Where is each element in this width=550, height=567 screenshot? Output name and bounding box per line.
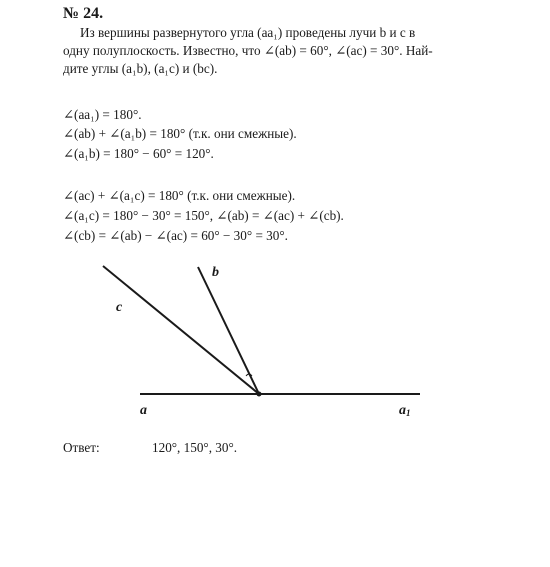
ray-b	[198, 267, 259, 394]
solution-line-5: ∠(a₁c) = 180° − 30° = 150°, ∠(ab) = ∠(ac) + ∠(cb).	[63, 208, 344, 223]
solution-line-2: ∠(ab) + ∠(a₁b) = 180° (т.к. они смежные).	[63, 126, 297, 141]
problem-number: № 24.	[63, 5, 104, 22]
label-a: a	[140, 403, 147, 418]
label-b: b	[212, 265, 219, 280]
vertex-point	[257, 392, 262, 397]
label-c: c	[116, 300, 123, 315]
answer-value: 120°, 150°, 30°.	[152, 440, 238, 455]
answer-label: Ответ:	[63, 440, 100, 455]
ray-c	[103, 266, 259, 394]
problem-line-2: одну полуплоскость. Известно, что ∠(ab) = 60°, ∠(ac) = 30°. Най-	[63, 43, 433, 58]
label-a1: $a_1$	[399, 403, 411, 418]
problem-line-3: дите углы (a₁b), (a₁c) и (bc).	[63, 61, 218, 76]
solution-line-1: ∠(aa₁) = 180°.	[63, 107, 142, 122]
problem-line-1: Из вершины развернутого угла (aa₁) проведены лучи b и c в	[80, 25, 416, 40]
solution-line-4: ∠(ac) + ∠(a₁c) = 180° (т.к. они смежные).	[63, 188, 296, 203]
solution-line-6: ∠(cb) = ∠(ab) − ∠(ac) = 60° − 30° = 30°.	[63, 228, 288, 243]
solution-line-3: ∠(a₁b) = 180° − 60° = 120°.	[63, 146, 214, 161]
